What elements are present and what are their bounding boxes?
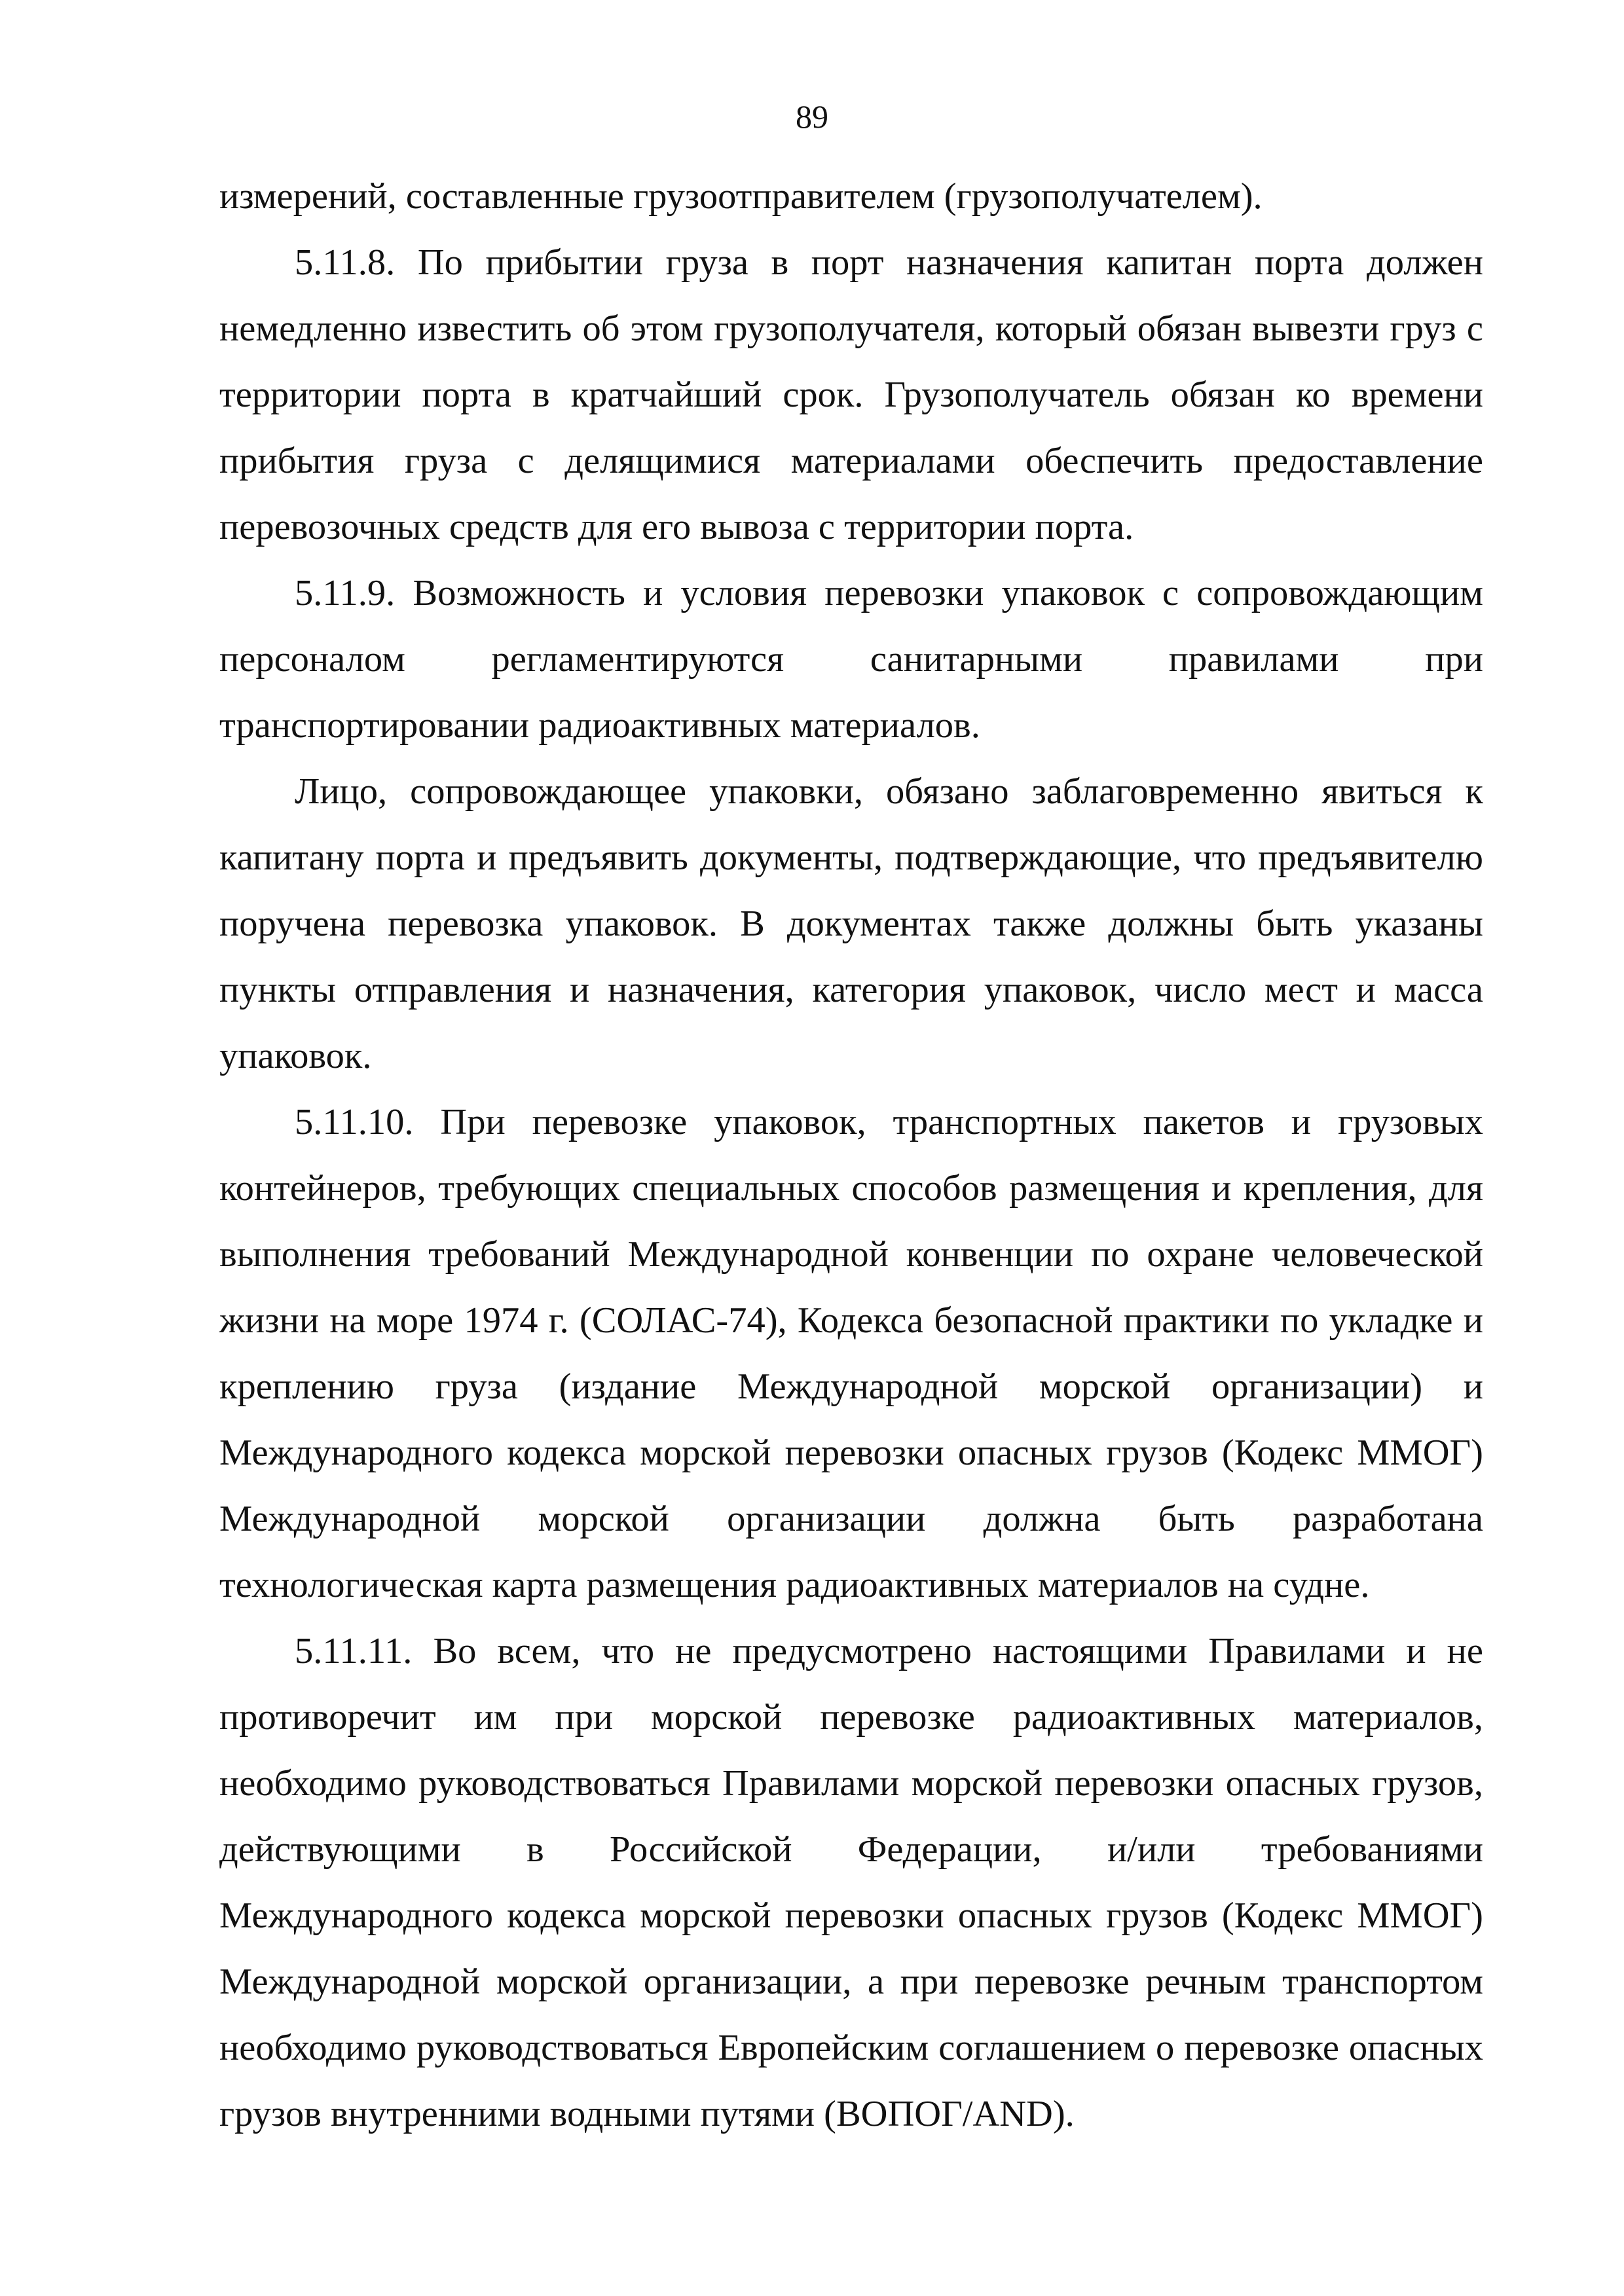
paragraph-continuation: измерений, составленные грузоотправителем (грузополучателем). [219,176,1263,217]
paragraph-5-11-10: 5.11.10. При перевозке упаковок, транспортных пакетов и грузовых контейнеров, требующих специальных способов размещения и крепления, для выполнения требований Международной конвенции по охране человеческой жизни на море 1974 г. (СОЛАС-74), Кодекса безопасной практики по укладке и креплению груза (издание Международной морской организации) и Международного кодекса морской перевозки опасных грузов (Кодекс ММОГ) Международной морской организации должна быть разработана технологическая карта размещения радиоактивных материалов на судне. [219,1102,1483,1605]
page-number: 89 [796,98,828,135]
paragraph-5-11-11: 5.11.11. Во всем, что не предусмотрено настоящими Правилами и не противоречит им при морской перевозке радиоактивных материалов, необходимо руководствоваться Правилами морской перевозки опасных грузов, действующими в Российской Федерации, и/или требованиями Международного кодекса морской перевозки опасных грузов (Кодекс ММОГ) Международной морской организации, а при перевозке речным транспортом необходимо руководствоваться Европейским соглашением о перевозке опасных грузов внутренними водными путями (ВОПОГ/AND). [219,1631,1483,2134]
document-body [219,164,1483,2147]
paragraph-5-11-9: 5.11.9. Возможность и условия перевозки упаковок с сопровождающим персоналом регламентируются санитарными правилами при транспортировании радиоактивных материалов. [219,573,1483,746]
paragraph-5-11-8: 5.11.8. По прибытии груза в порт назначения капитан порта должен немедленно известить об этом грузополучателя, который обязан вывезти груз с территории порта в кратчайший срок. Грузополучатель обязан ко времени прибытия груза с делящимися материалами обеспечить предоставление перевозочных средств для его вывоза с территории порта. [219,242,1483,547]
paragraph-escort-person: Лицо, сопровождающее упаковки, обязано заблаговременно явиться к капитану порта и предъявить документы, подтверждающие, что предъявителю поручена перевозка упаковок. В документах также должны быть указаны пункты отправления и назначения, категория упаковок, число мест и масса упаковок. [219,771,1483,1076]
